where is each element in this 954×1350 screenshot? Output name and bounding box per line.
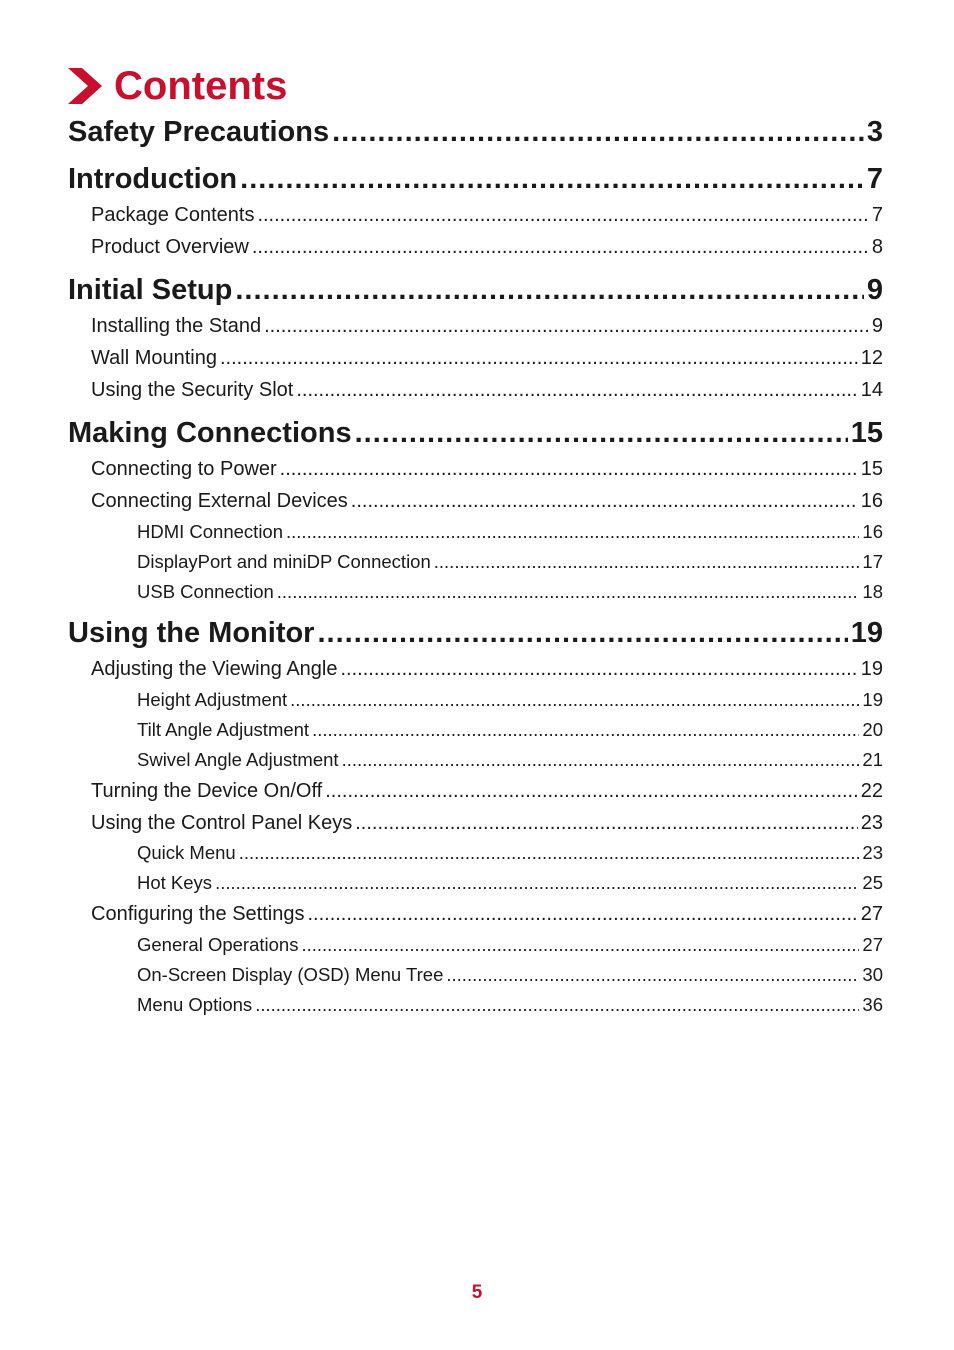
toc-entry-level-2[interactable]: [91, 458, 883, 481]
toc-entry-label: Using the Security Slot: [91, 379, 294, 401]
toc-entry-level-3[interactable]: [137, 964, 883, 986]
toc-entry-page: 27: [862, 934, 883, 955]
toc-entry-level-1[interactable]: [68, 617, 883, 650]
dot-leader: [307, 903, 857, 926]
dot-leader: [351, 490, 858, 513]
toc-entry-page: 20: [862, 719, 883, 740]
toc-entry-label: Making Connections: [68, 417, 352, 449]
dot-leader: [220, 347, 858, 370]
toc-entry-page: 15: [860, 458, 883, 480]
dot-leader: [332, 116, 864, 149]
toc-entry-page: 21: [862, 749, 883, 770]
toc-entry-page: 16: [860, 490, 883, 512]
toc-entry-page: 12: [860, 347, 883, 369]
dot-leader: [235, 274, 864, 307]
dot-leader: [317, 617, 847, 650]
toc-entry-level-2[interactable]: [91, 812, 883, 835]
dot-leader: [252, 236, 869, 259]
toc-entry-label: USB Connection: [137, 581, 274, 602]
toc-entry-page: 25: [862, 872, 883, 893]
toc-entry-label: DisplayPort and miniDP Connection: [137, 551, 431, 572]
toc-entry-label: Adjusting the Viewing Angle: [91, 658, 338, 680]
toc-entry-level-2[interactable]: [91, 236, 883, 259]
toc-entry-level-2[interactable]: [91, 315, 883, 338]
chevron-right-icon: [68, 68, 102, 104]
toc-entry-page: 8: [871, 236, 883, 258]
toc-entry-page: 19: [860, 658, 883, 680]
dot-leader: [215, 872, 859, 894]
toc-entry-page: 23: [862, 842, 883, 863]
dot-leader: [325, 780, 858, 803]
toc-entry-page: 19: [850, 617, 883, 649]
toc-entry-level-1[interactable]: [68, 417, 883, 450]
toc-entry-level-3[interactable]: [137, 719, 883, 741]
toc-entry-level-2[interactable]: [91, 658, 883, 681]
dot-leader: [434, 551, 860, 573]
dot-leader: [286, 521, 859, 543]
toc-entry-label: Introduction: [68, 163, 238, 195]
toc-entry-page: 18: [862, 581, 883, 602]
toc-entry-label: Menu Options: [137, 994, 253, 1015]
toc-entry-page: 7: [866, 163, 883, 195]
toc-entry-label: Using the Control Panel Keys: [91, 812, 353, 834]
page-title: Contents: [114, 64, 288, 108]
toc-entry-label: Swivel Angle Adjustment: [137, 749, 339, 770]
toc-entry-page: 16: [862, 521, 883, 542]
toc-entry-label: Connecting to Power: [91, 458, 277, 480]
toc-entry-level-1[interactable]: [68, 116, 883, 149]
toc-entry-page: 30: [862, 964, 883, 985]
dot-leader: [264, 315, 869, 338]
toc-entry-level-2[interactable]: [91, 780, 883, 803]
toc-entry-level-2[interactable]: [91, 347, 883, 370]
toc-entry-level-3[interactable]: [137, 689, 883, 711]
dot-leader: [342, 749, 860, 771]
toc-entry-page: 9: [866, 274, 883, 306]
dot-leader: [277, 581, 860, 603]
toc-entry-page: 14: [860, 379, 883, 401]
dot-leader: [290, 689, 859, 711]
toc-entry-level-3[interactable]: [137, 551, 883, 573]
dot-leader: [296, 379, 857, 402]
toc-entry-page: 23: [860, 812, 883, 834]
contents-header: [68, 66, 287, 106]
dot-leader: [240, 163, 864, 196]
toc-entry-label: Height Adjustment: [137, 689, 288, 710]
toc-entry-level-3[interactable]: [137, 934, 883, 956]
toc-entry-page: 7: [871, 204, 883, 226]
toc-entry-label: On-Screen Display (OSD) Menu Tree: [137, 964, 444, 985]
dot-leader: [257, 204, 868, 227]
toc-entry-label: Turning the Device On/Off: [91, 780, 323, 802]
toc-entry-label: Wall Mounting: [91, 347, 217, 369]
toc-entry-label: Configuring the Settings: [91, 903, 305, 925]
toc-entry-level-3[interactable]: [137, 521, 883, 543]
dot-leader: [340, 658, 857, 681]
toc-entry-page: 36: [862, 994, 883, 1015]
toc-entry-level-3[interactable]: [137, 581, 883, 603]
dot-leader: [312, 719, 859, 741]
dot-leader: [446, 964, 859, 986]
toc-entry-level-3[interactable]: [137, 749, 883, 771]
dot-leader: [255, 994, 859, 1016]
toc-entry-level-2[interactable]: [91, 903, 883, 926]
toc-entry-label: Installing the Stand: [91, 315, 262, 337]
toc-entry-label: Tilt Angle Adjustment: [137, 719, 310, 740]
toc-entry-page: 15: [850, 417, 883, 449]
toc-entry-page: 9: [871, 315, 883, 337]
toc-entry-level-1[interactable]: [68, 163, 883, 196]
toc-entry-label: Quick Menu: [137, 842, 236, 863]
toc-entry-label: General Operations: [137, 934, 299, 955]
toc-entry-label: Using the Monitor: [68, 617, 315, 649]
dot-leader: [355, 812, 858, 835]
toc-entry-level-3[interactable]: [137, 842, 883, 864]
toc-entry-level-3[interactable]: [137, 872, 883, 894]
dot-leader: [301, 934, 859, 956]
toc-entry-page: 22: [860, 780, 883, 802]
toc-entry-page: 3: [866, 116, 883, 148]
toc-entry-label: Package Contents: [91, 204, 255, 226]
page-number: 5: [471, 1282, 483, 1303]
toc-entry-level-2[interactable]: [91, 204, 883, 227]
toc-entry-page: 27: [860, 903, 883, 925]
toc-entry-label: Product Overview: [91, 236, 249, 258]
toc-entry-label: Hot Keys: [137, 872, 213, 893]
toc-entry-level-2[interactable]: [91, 490, 883, 513]
toc-entry-page: 19: [862, 689, 883, 710]
toc-entry-label: Connecting External Devices: [91, 490, 348, 512]
toc-entry-label: Safety Precautions: [68, 116, 330, 148]
toc-entry-level-3[interactable]: [137, 994, 883, 1016]
toc-entry-level-1[interactable]: [68, 274, 883, 307]
dot-leader: [239, 842, 860, 864]
toc-entry-page: 17: [862, 551, 883, 572]
dot-leader: [280, 458, 858, 481]
toc-entry-label: Initial Setup: [68, 274, 233, 306]
dot-leader: [355, 417, 848, 450]
toc-entry-level-2[interactable]: [91, 379, 883, 402]
toc-entry-label: HDMI Connection: [137, 521, 284, 542]
